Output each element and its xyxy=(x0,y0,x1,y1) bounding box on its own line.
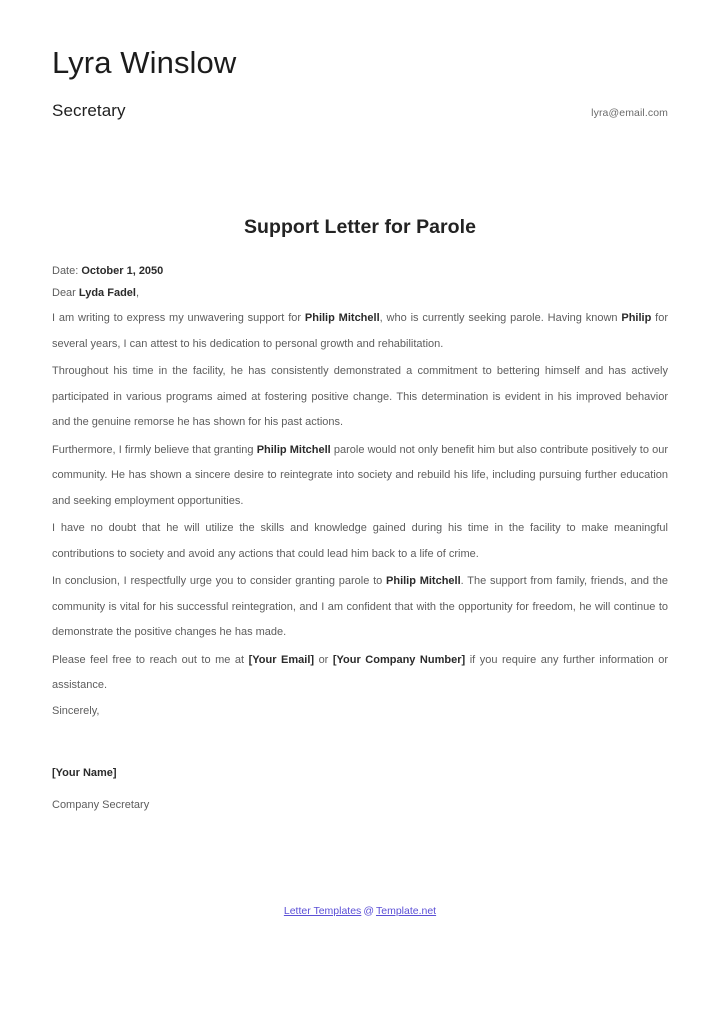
paragraph-contact-run-2: or xyxy=(314,653,333,666)
letterhead-role-row xyxy=(52,100,668,122)
paragraph-conclusion-run-2: . The support from family, friends, and the community is vital for his successful reintegration, and I am confident that with the opportunity for freedom, he will continue to demonstrate the positive changes he has made. xyxy=(52,575,668,638)
paragraph-conduct xyxy=(52,359,668,436)
paragraph-community-run-0: Furthermore, I firmly believe that granting xyxy=(52,443,257,456)
signature-spacer xyxy=(52,784,668,794)
date-value: October 1, 2050 xyxy=(81,265,164,277)
signature-name: [Your Name] xyxy=(52,767,117,779)
signature-gap xyxy=(52,724,668,762)
footer-link-letter-templates[interactable]: Letter Templates xyxy=(283,905,362,917)
sender-email: lyra@email.com xyxy=(591,107,668,119)
footer xyxy=(0,903,720,919)
paragraph-contact-run-3: [Your Company Number] xyxy=(332,653,466,666)
paragraph-contact-run-0: Please feel free to reach out to me at xyxy=(52,653,249,666)
date-label: Date: xyxy=(52,265,79,277)
paragraph-conclusion xyxy=(52,569,668,646)
paragraph-skills-run-0: I have no doubt that he will utilize the skills and knowledge gained during his time in the facility to make meaningful contributions to society and avoid any actions that could lead him back to a life of crime. xyxy=(52,522,668,560)
footer-separator: @ xyxy=(363,905,374,917)
paragraph-intro-run-4: for several years, I can attest to his dedication to personal growth and rehabilitation. xyxy=(52,312,668,350)
footer-link-template-net[interactable]: Template.net xyxy=(375,905,437,917)
paragraph-closing xyxy=(52,699,668,725)
date-line xyxy=(52,262,668,281)
letterhead xyxy=(0,0,720,122)
paragraph-skills xyxy=(52,516,668,567)
sender-name: Lyra Winslow xyxy=(52,45,237,80)
paragraph-intro-run-3: Philip xyxy=(621,312,652,324)
paragraph-intro xyxy=(52,306,668,357)
paragraph-conduct-run-0: Throughout his time in the facility, he has consistently demonstrated a commitment to bettering himself and has actively participated in various programs aimed at fostering positive change. This determination is evident in his improved behavior and the genuine remorse he has shown for his past actions. xyxy=(52,365,668,428)
letter-paragraphs xyxy=(52,306,668,724)
paragraph-conclusion-run-0: In conclusion, I respectfully urge you to consider granting parole to xyxy=(52,575,387,587)
paragraph-closing-run-0: Sincerely, xyxy=(52,704,100,717)
signature-title: Company Secretary xyxy=(52,799,150,811)
letter-body xyxy=(0,240,720,816)
salutation-prefix: Dear xyxy=(52,287,76,299)
recipient-name: Lyda Fadel xyxy=(78,287,136,299)
paragraph-conclusion-run-1: Philip Mitchell xyxy=(386,575,461,587)
salutation-suffix: , xyxy=(135,287,140,299)
paragraph-contact xyxy=(52,648,668,699)
paragraph-intro-run-2: , who is currently seeking parole. Having known xyxy=(379,312,622,324)
paragraph-contact-run-4: if you require any further information or assistance. xyxy=(52,653,668,691)
paragraph-intro-run-0: I am writing to express my unwavering support for xyxy=(52,312,305,324)
paragraph-community-run-1: Philip Mitchell xyxy=(256,443,331,456)
paragraph-community-run-2: parole would not only benefit him but also contribute positively to our community. He has shown a sincere desire to reintegrate into society and rebuild his life, including pursuing further education and seeking employment opportunities. xyxy=(52,443,668,507)
page-title: Support Letter for Parole xyxy=(243,216,477,238)
paragraph-intro-run-1: Philip Mitchell xyxy=(304,312,380,324)
paragraph-community xyxy=(52,438,668,515)
paragraph-contact-run-1: [Your Email] xyxy=(248,653,315,666)
salutation-line xyxy=(52,284,668,303)
sender-role: Secretary xyxy=(52,101,126,120)
